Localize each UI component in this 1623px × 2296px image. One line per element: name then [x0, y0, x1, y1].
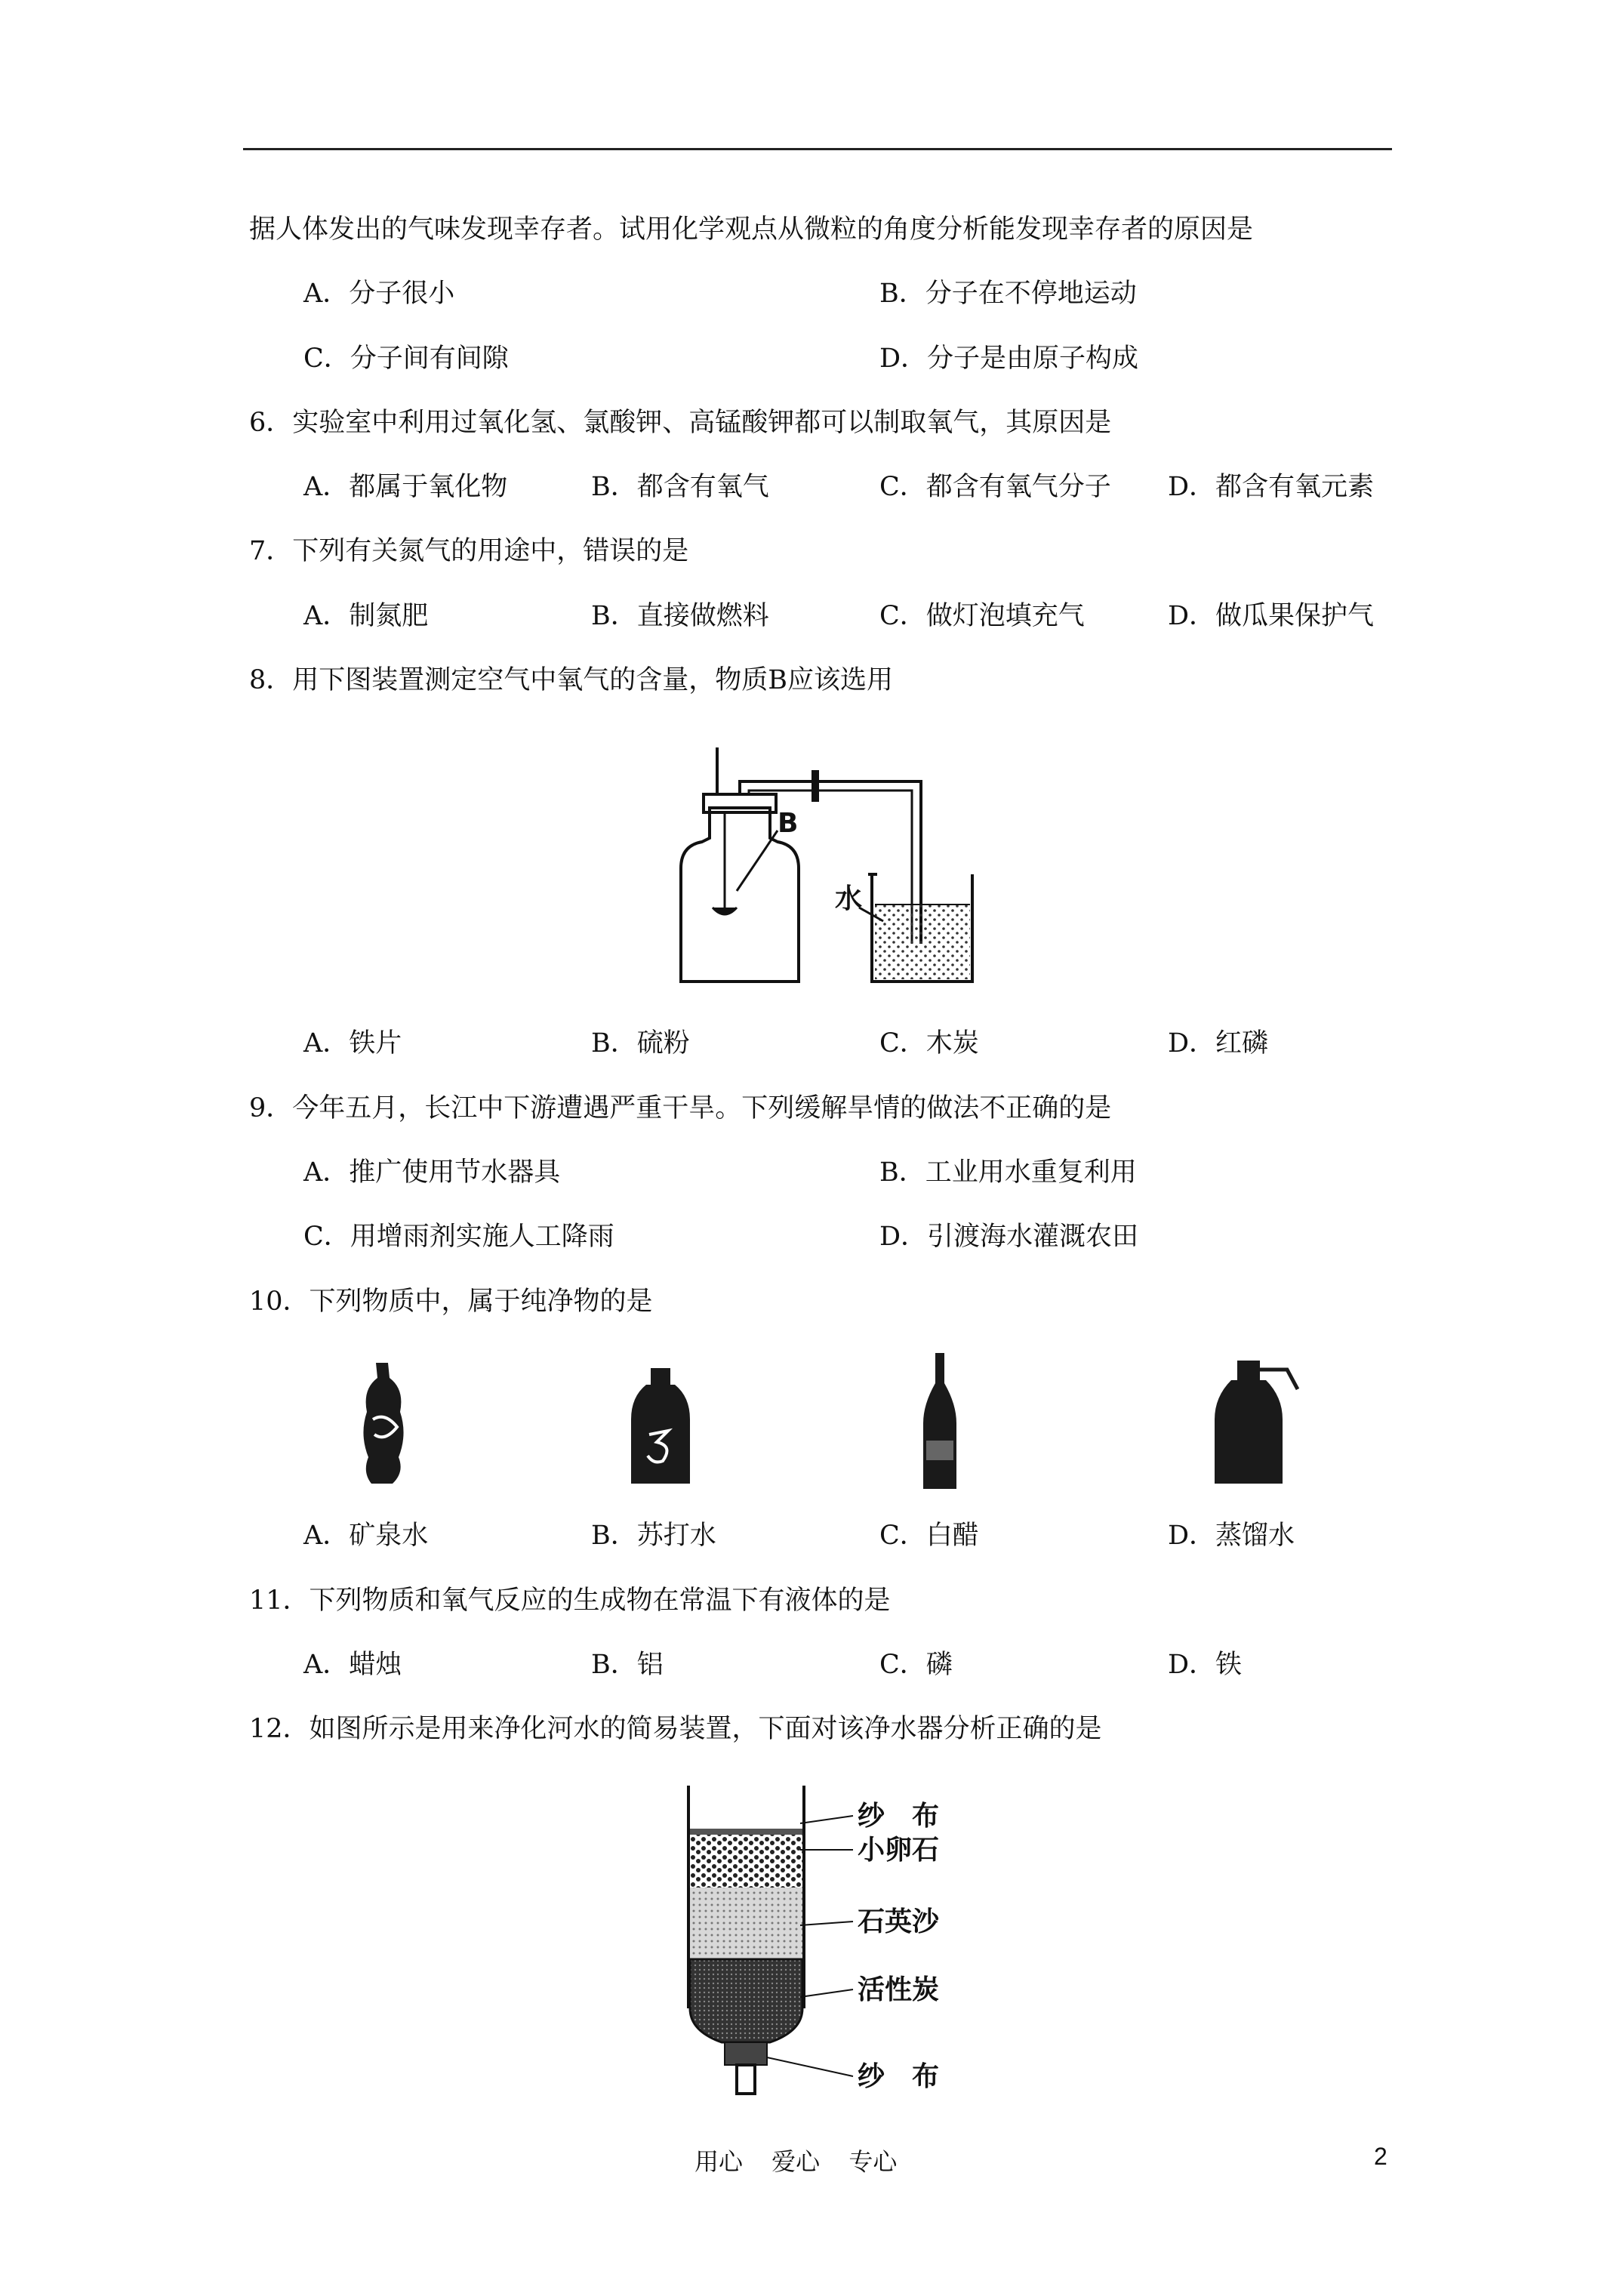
purifier-label-gauze-top: 纱 布	[858, 1801, 940, 1832]
q11-option-d: D．铁	[1168, 1650, 1243, 1680]
q9-option-c: C．用增雨剂实施人工降雨	[303, 1222, 614, 1252]
purifier-label-quartz-sand: 石英沙	[858, 1906, 940, 1937]
q8-option-d: D．红磷	[1168, 1028, 1269, 1059]
q5-option-a: A．分子很小	[303, 279, 455, 309]
q9-stem: 9．今年五月，长江中下游遭遇严重干旱。下列缓解旱情的做法不正确的是	[249, 1093, 1112, 1123]
q5-option-b: B．分子在不停地运动	[879, 279, 1137, 309]
fig-label-b: B	[778, 808, 799, 839]
q8-stem: 8．用下图装置测定空气中氧气的含量，物质B应该选用	[249, 665, 893, 695]
q10-option-b: B．苏打水	[591, 1521, 716, 1551]
q8-option-a: A．铁片	[303, 1028, 402, 1059]
q7-option-c: C．做灯泡填充气	[879, 601, 1085, 631]
q6-stem: 6．实验室中利用过氧化氢、氯酸钾、高锰酸钾都可以制取氧气，其原因是	[249, 408, 1112, 438]
q10-option-c: C．白醋	[879, 1521, 979, 1551]
q12-stem: 12．如图所示是用来净化河水的简易装置，下面对该净水器分析正确的是	[249, 1714, 1102, 1744]
mineral-water-bottle-image	[355, 1359, 415, 1487]
water-purifier-figure	[679, 1782, 981, 2099]
white-vinegar-bottle-image	[917, 1351, 962, 1491]
q5-option-c: C．分子间有间隙	[303, 344, 509, 374]
q8-option-c: C．木炭	[879, 1028, 979, 1059]
q6-option-b: B．都含有氧气	[591, 472, 769, 502]
q7-option-b: B．直接做燃料	[591, 601, 769, 631]
q9-option-d: D．引渡海水灌溉农田	[879, 1222, 1139, 1252]
q11-option-a: A．蜡烛	[303, 1650, 402, 1680]
q7-option-a: A．制氮肥	[303, 601, 429, 631]
q6-option-c: C．都含有氧气分子	[879, 472, 1111, 502]
oxygen-content-apparatus-figure	[664, 740, 981, 989]
q6-option-d: D．都含有氧元素	[1168, 472, 1375, 502]
q11-option-b: B．铝	[591, 1650, 664, 1680]
q7-option-d: D．做瓜果保护气	[1168, 601, 1375, 631]
q9-option-a: A．推广使用节水器具	[303, 1157, 561, 1188]
q10-option-a: A．矿泉水	[303, 1521, 429, 1551]
purifier-label-pebbles: 小卵石	[858, 1835, 940, 1866]
header-rule	[243, 148, 1392, 150]
purifier-label-activated-carbon: 活性炭	[858, 1974, 940, 2005]
page-footer: 用心 爱心 专心	[694, 2147, 898, 2176]
q6-option-a: A．都属于氧化物	[303, 472, 508, 502]
q5-option-d: D．分子是由原子构成	[879, 344, 1139, 374]
q9-option-b: B．工业用水重复利用	[879, 1157, 1137, 1188]
distilled-water-bottle-image	[1204, 1359, 1302, 1487]
q8-option-b: B．硫粉	[591, 1028, 690, 1059]
q11-stem: 11．下列物质和氧气反应的生成物在常温下有液体的是	[249, 1586, 891, 1616]
q10-option-d: D．蒸馏水	[1168, 1521, 1295, 1551]
q7-stem: 7．下列有关氮气的用途中，错误的是	[249, 536, 689, 566]
purifier-label-gauze-bottom: 纱 布	[858, 2061, 940, 2092]
q5-stem-tail: 据人体发出的气味发现幸存者。试用化学观点从微粒的角度分析能发现幸存者的原因是	[249, 214, 1254, 245]
page-number: 2	[1374, 2143, 1387, 2170]
soda-water-bottle-image	[627, 1367, 694, 1487]
fig-label-water: 水	[835, 883, 863, 914]
q10-stem: 10．下列物质中，属于纯净物的是	[249, 1287, 653, 1317]
q11-option-c: C．磷	[879, 1650, 953, 1680]
